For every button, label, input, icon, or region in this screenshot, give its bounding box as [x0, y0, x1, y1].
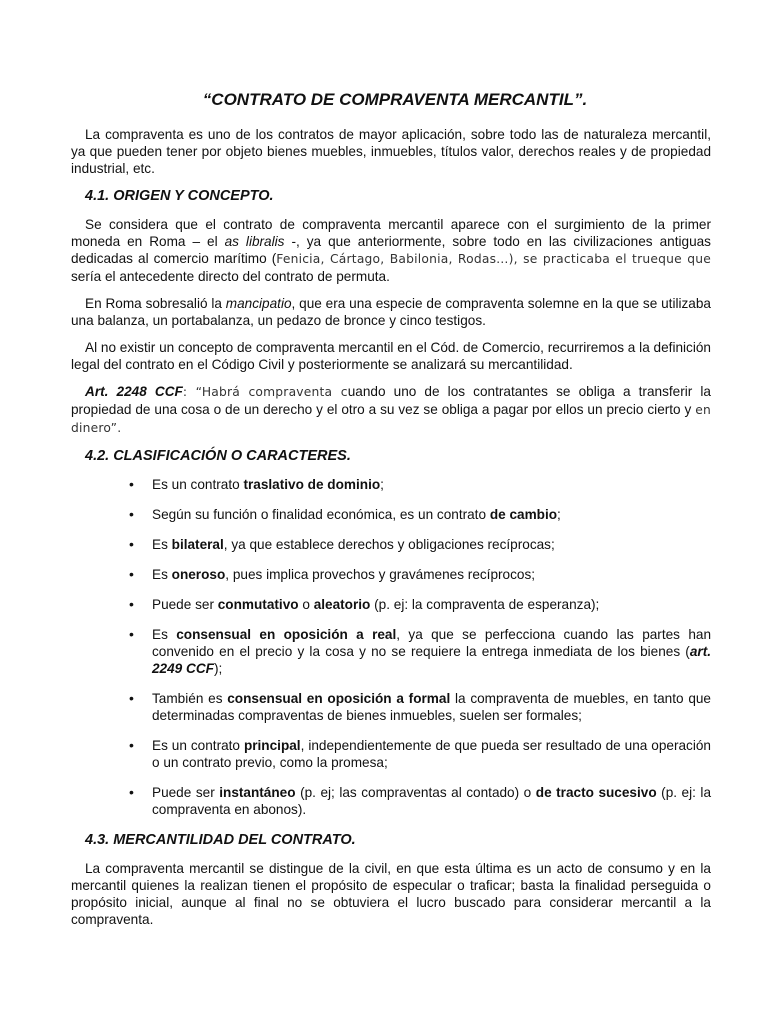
bold-term: oneroso: [171, 567, 226, 582]
text-run: , ya que establece derechos y obligaciones recíprocas;: [223, 537, 555, 552]
text-run: Es: [152, 627, 177, 642]
text-run: Es: [152, 567, 172, 582]
text-run: En Roma sobresalió la: [85, 296, 226, 311]
section-heading-mercantilidad: 4.3. MERCANTILIDAD DEL CONTRATO.: [85, 832, 356, 848]
text-run: Según su función o finalidad económica, es un contrato: [152, 507, 490, 522]
text-run-alt-font: : “Habrá compraventa c: [182, 385, 348, 399]
paragraph-concepto: Al no existir un concepto de compraventa mercantil en el Cód. de Comercio, recurriremos a la definición legal del contrato en el Código Civil y posteriormente se analizará su mercantilidad.: [71, 340, 711, 372]
section-heading-origen: 4.1. ORIGEN Y CONCEPTO.: [85, 188, 274, 204]
bullet-icon: •: [129, 476, 134, 492]
text-run: uando uno de los contratantes se obliga a transferir la propiedad de una cosa o de un derecho y el otro a su vez se obliga a pagar por ellos un precio cierto y: [71, 384, 711, 417]
text-run: o: [298, 597, 314, 612]
text-run: Se considera que el contrato de compraventa mercantil aparece con el surgimiento de la primer moneda en Roma – el: [71, 217, 711, 249]
text-run: También es: [152, 691, 228, 706]
bold-term: principal: [243, 738, 301, 753]
bold-term: de tracto sucesivo: [535, 785, 657, 800]
characteristics-list: [71, 476, 711, 818]
bullet-icon: •: [129, 536, 134, 552]
bullet-icon: •: [129, 690, 134, 706]
list-item: [71, 476, 711, 493]
bullet-icon: •: [129, 506, 134, 522]
text-run: , pues implica provechos y gravámenes recíprocos;: [225, 567, 536, 582]
text-run: Es: [152, 537, 172, 552]
bullet-icon: •: [129, 626, 134, 642]
bold-term: traslativo de dominio: [243, 477, 381, 492]
text-run: );: [213, 661, 223, 676]
paragraph-mancipatio: [71, 295, 711, 329]
text-run: -, ya que anteriormente, sobre todo en las civilizaciones antiguas dedicadas al comercio marítimo (: [71, 234, 711, 266]
list-item: [71, 690, 711, 724]
bullet-icon: •: [129, 784, 134, 800]
article-reference: art. 2249 CCF: [152, 644, 711, 676]
text-run: Puede ser: [152, 785, 220, 800]
bold-term: instantáneo: [219, 785, 296, 800]
bold-term: de cambio: [489, 507, 558, 522]
list-item: [71, 596, 711, 613]
document-title: “CONTRATO DE COMPRAVENTA MERCANTIL”.: [202, 90, 588, 109]
text-run-alt-font: Fenicia, Cártago, Babilonia, Rodas…), se practicaba el trueque que: [276, 252, 711, 266]
text-run-alt-font: en dinero”.: [71, 403, 711, 435]
list-item: [71, 784, 711, 818]
intro-paragraph: La compraventa es uno de los contratos de mayor aplicación, sobre todo las de naturaleza mercantil, ya que pueden tener por objeto bienes muebles, inmuebles, títulos valor, derechos reales y de propiedad industrial, etc.: [71, 127, 711, 176]
section-heading-clasificacion: 4.2. CLASIFICACIÓN O CARACTERES.: [85, 448, 351, 464]
text-run: Puede ser: [152, 597, 218, 612]
bold-term: consensual en oposición a real: [176, 627, 397, 642]
bullet-icon: •: [129, 737, 134, 753]
bold-term: consensual en oposición a formal: [227, 691, 451, 706]
paragraph-article-2248: [71, 383, 711, 437]
italic-term: as libralis: [224, 234, 285, 249]
text-run: Es un contrato: [152, 738, 244, 753]
paragraph-mercantilidad: La compraventa mercantil se distingue de la civil, en que esta última es un acto de consumo y en la mercantil quienes la realizan tienen el propósito de especular o traficar; basta la finalidad perseguida o propósito inicial, aunque al final no se obtuviera el lucro buscado para considerar mercantil a la compraventa.: [71, 861, 711, 927]
list-item: [71, 566, 711, 583]
text-run: ;: [380, 477, 384, 492]
paragraph-origen: [71, 216, 711, 285]
bold-term: aleatorio: [313, 597, 371, 612]
text-run: ;: [557, 507, 561, 522]
list-item: [71, 506, 711, 523]
list-item: [71, 626, 711, 677]
text-run: , ya que se perfecciona cuando las partes han convenido en el precio y la cosa y no se requiere la entrega inmediata de los bienes (: [152, 627, 712, 659]
bold-term: bilateral: [171, 537, 224, 552]
text-run: (p. ej: la compraventa en abonos).: [152, 785, 712, 817]
bold-term: conmutativo: [217, 597, 299, 612]
bullet-icon: •: [129, 596, 134, 612]
italic-term: mancipatio: [225, 296, 292, 311]
list-item: [71, 737, 711, 771]
text-run: , que era una especie de compraventa solemne en la que se utilizaba una balanza, un portabalanza, un pedazo de bronce y cinco testigos.: [71, 296, 711, 328]
article-reference: Art. 2248 CCF: [85, 384, 183, 399]
text-run: Es un contrato: [152, 477, 244, 492]
text-run: , independientemente de que pueda ser resultado de una operación o un contrato previo, como la promesa;: [152, 738, 711, 770]
text-run: la compraventa de muebles, en tanto que determinadas compraventas de bienes inmuebles, suelen ser formales;: [152, 691, 711, 723]
bullet-icon: •: [129, 566, 134, 582]
text-run: (p. ej: la compraventa de esperanza);: [370, 597, 600, 612]
text-run: sería el antecedente directo del contrato de permuta.: [71, 269, 390, 284]
list-item: [71, 536, 711, 553]
text-run: (p. ej; las compraventas al contado) o: [295, 785, 536, 800]
